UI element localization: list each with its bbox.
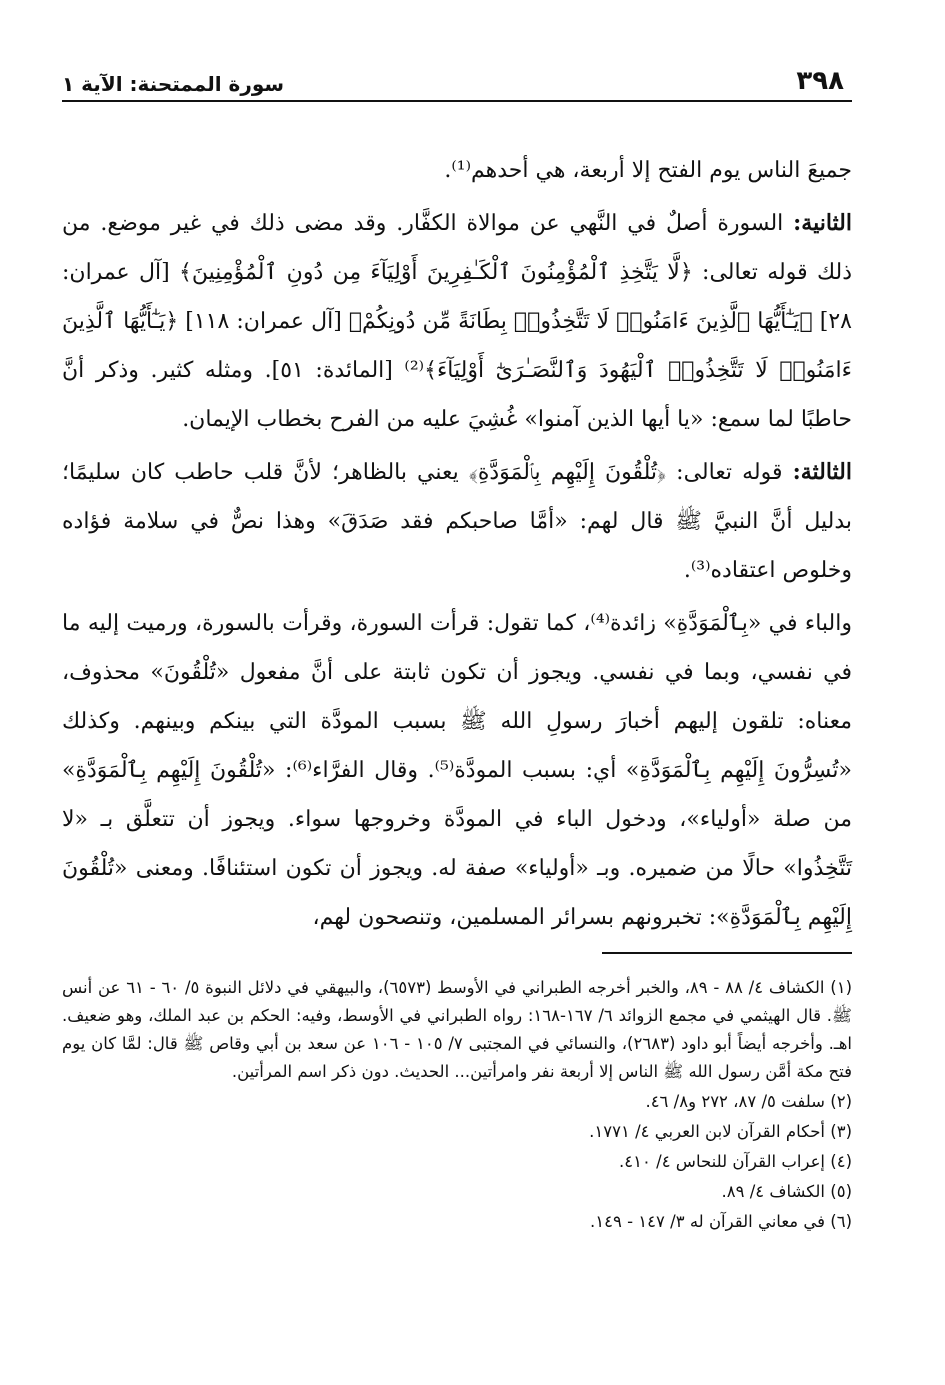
footnotes	[62, 974, 852, 1236]
book-page	[62, 60, 852, 1238]
footnote-1: (١) الكشاف ٤/ ٨٨ - ٨٩، والخبر أخرجه الطبراني في الأوسط (٦٥٧٣)، والبيهقي في دلائل النبوة ٥/ ٦٠ - ٦١ عن أنس ﷺ. قال الهيثمي في مجمع الزوائد ٦/ ١٦٧-١٦٨: رواه الطبراني في الأوسط، وفيه: الحكم بن عبد الملك، وهو ضعيف. اهـ. وأخرجه أيضاً أبو داود (٢٦٨٣)، والنسائي في المجتبى ٧/ ١٠٥ - ١٠٦ عن سعد بن أبي وقاص ﷺ قال: لمَّا كان يوم فتح مكة أمَّن رسول الله ﷺ الناس إلا أربعة نفر وامرأتين... الحديث. دون ذكر اسم المرأتين.	[62, 978, 852, 1081]
paragraph-2	[62, 199, 852, 444]
paragraph-3	[62, 448, 852, 595]
footnote-5: (٥) الكشاف ٤/ ٨٩.	[721, 1182, 852, 1201]
paragraph-4: والباء في «بِٱلْمَوَدَّةِ» زائدة⁽⁴⁾، كما تقول: قرأت السورة، وقرأت بالسورة، ورميت إليه ما في نفسي، وبما في نفسي. ويجوز أن تكون ثابتة على أنَّ مفعول «تُلْقُونَ» محذوف، معناه: تلقون إليهم أخبارَ رسولِ الله ﷺ بسبب المودَّة التي بينكم وبينهم. وكذلك «تُسِرُّونَ إِلَيْهِم بِٱلْمَوَدَّةِ» أي: بسبب المودَّة⁽⁵⁾. وقال الفرَّاء⁽⁶⁾: «تُلْقُونَ إِلَيْهِم بِٱلْمَوَدَّةِ» من صلة «أولياء»، ودخول الباء في المودَّة وخروجها سواء. ويجوز أن تتعلَّق بـ «لا تَتَّخِذُوا» حالًا من ضميره. وبـ «أولياء» صفة له. ويجوز أن تكون استئنافًا. ومعنى «تُلْقُونَ إِلَيْهِم بِٱلْمَوَدَّةِ»: تخبرونهم بسرائر المسلمين، وتنصحون لهم،	[62, 611, 853, 930]
lead-third: الثالثة:	[792, 459, 852, 485]
page-number: ٣٩٨	[796, 66, 844, 96]
footnote-3: (٣) أحكام القرآن لابن العربي ٤/ ١٧٧١.	[589, 1122, 852, 1141]
running-header	[62, 60, 852, 102]
lead-second: الثانية:	[793, 210, 852, 236]
paragraph-2-text: السورة أصلٌ في النَّهي عن موالاة الكفَّار. وقد مضى ذلك في غير موضع. من ذلك قوله تعالى: ﴿لَّا يَتَّخِذِ ٱلْمُؤْمِنُونَ ٱلْكَـٰفِرِينَ أَوْلِيَآءَ مِن دُونِ ٱلْمُؤْمِنِينَ﴾ [آل عمران: ٢٨] ﴿يَـٰٓأَيُّهَا ٱلَّذِينَ ءَامَنُوا۟ لَا تَتَّخِذُوا۟ بِطَانَةً مِّن دُونِكُمْ﴾ [آل عمران: ١١٨] ﴿يَـٰٓأَيُّهَا ٱلَّذِينَ ءَامَنُوا۟ لَا تَتَّخِذُوا۟ ٱلْيَهُودَ وَٱلنَّصَـٰرَىٰٓ أَوْلِيَآءَ﴾⁽²⁾ [المائدة: ٥١]. ومثله كثير. وذكر أنَّ حاطبًا لما سمع: «يا أيها الذين آمنوا» غُشِيَ عليه من الفرح بخطاب الإيمان.	[62, 211, 852, 432]
footnote-4: (٤) إعراب القرآن للنحاس ٤/ ٤١٠.	[619, 1152, 852, 1171]
surah-title: سورة الممتحنة: الآية ١	[62, 72, 285, 96]
main-text	[62, 146, 852, 942]
footnote-2: (٢) سلفت ٥/ ٨٧، ٢٧٢ و٨/ ٤٦.	[645, 1092, 852, 1111]
footnote-6: (٦) في معاني القرآن له ٣/ ١٤٧ - ١٤٩.	[590, 1212, 852, 1231]
paragraph-1: جميعَ الناس يوم الفتح إلا أربعة، هي أحدهم⁽¹⁾.	[444, 158, 852, 183]
footnote-divider	[602, 952, 852, 954]
paragraph-3-text: قوله تعالى: ﴿تُلْقُونَ إِلَيْهِم بِٱلْمَوَدَّةِ﴾ يعني بالظاهر؛ لأنَّ قلب حاطب كان سليمًا؛ بدليل أنَّ النبيَّ ﷺ قال لهم: «أمَّا صاحبكم فقد صَدَقَ» وهذا نصٌّ في سلامة فؤاده وخلوص اعتقاده⁽³⁾.	[62, 460, 852, 583]
